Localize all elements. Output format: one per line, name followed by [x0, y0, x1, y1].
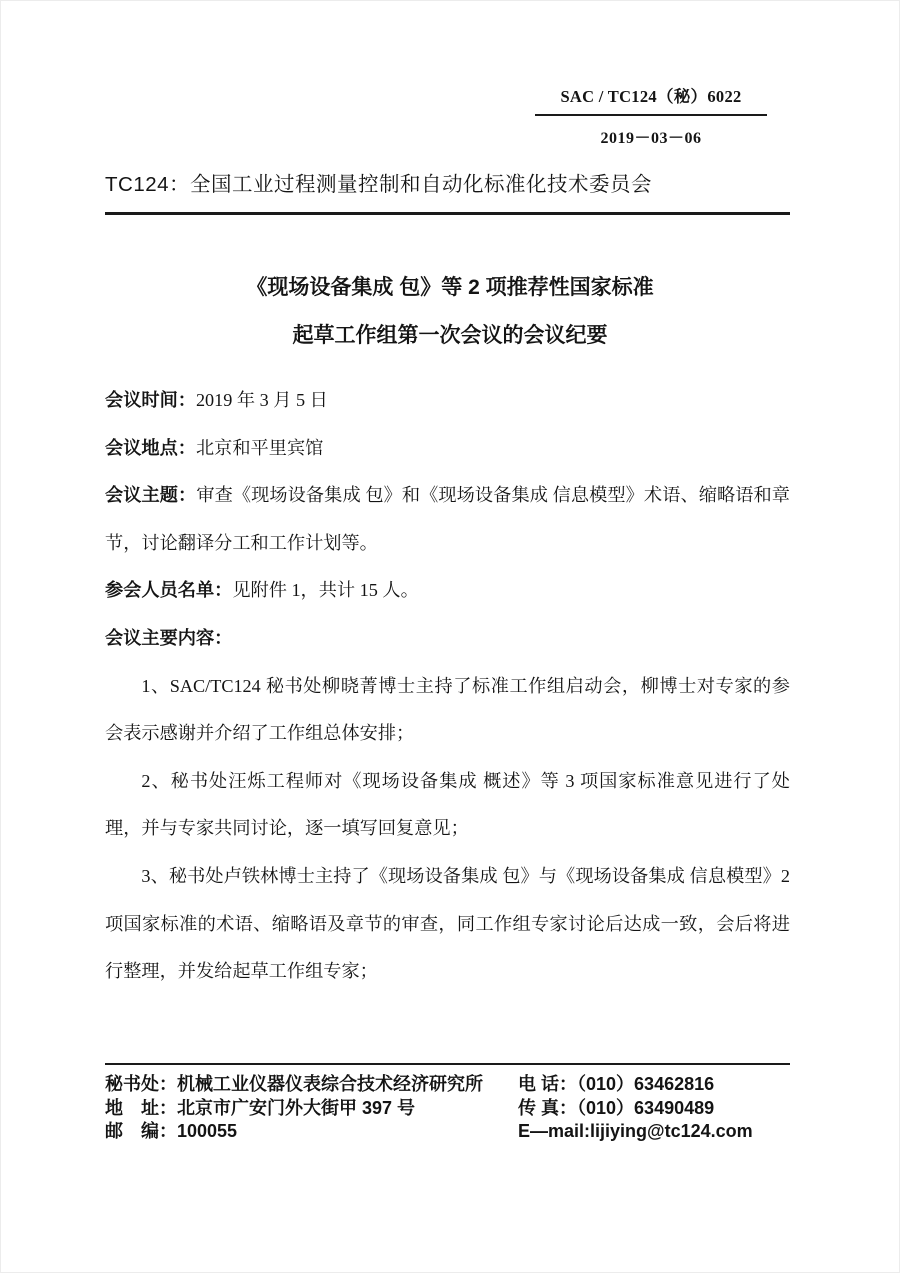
attendee-list-label: 参会人员名单：	[105, 580, 233, 601]
address-label: 地 址：	[105, 1097, 177, 1118]
doc-body	[105, 377, 790, 996]
doc-title-line2: 起草工作组第一次会议的会议纪要	[292, 323, 608, 347]
secretariat-row	[105, 1073, 518, 1097]
header-rule	[105, 212, 790, 215]
email-label: E—mail:	[518, 1121, 591, 1141]
phone-value: （010）63462816	[577, 1074, 715, 1094]
meeting-time-label: 会议时间：	[105, 390, 196, 410]
meeting-topic-row	[105, 472, 790, 567]
meeting-place-value: 北京和平里宾馆	[195, 437, 324, 458]
doc-date: 2019－03－06	[600, 130, 702, 147]
doc-number: SAC / TC124（秘）6022	[535, 83, 767, 116]
email-row	[518, 1120, 790, 1144]
meeting-time-value: 2019 年 3 月 5 日	[195, 390, 328, 410]
content-item-1: 1、SAC/TC124 秘书处柳晓菁博士主持了标准工作组启动会，柳博士对专家的参会表示感谢并介绍了工作组总体安排；	[105, 675, 790, 744]
main-content-heading	[105, 615, 790, 663]
main-content-label: 会议主要内容：	[105, 627, 233, 648]
meeting-time-row	[105, 377, 790, 425]
email-value: lijiying@tc124.com	[590, 1121, 753, 1141]
meeting-place-label: 会议地点：	[105, 437, 196, 458]
secretariat-value: 机械工业仪器仪表综合技术经济研究所	[177, 1074, 483, 1094]
doc-title	[0, 264, 900, 359]
footer-right-column	[518, 1073, 790, 1144]
doc-number-block	[535, 83, 767, 148]
attendee-list-row	[105, 567, 790, 615]
committee-name: TC124：全国工业过程测量控制和自动化标准化技术委员会	[105, 173, 653, 196]
meeting-topic-label: 会议主题：	[105, 485, 197, 506]
doc-footer	[105, 1063, 790, 1144]
postcode-row	[105, 1120, 518, 1144]
address-value: 北京市广安门外大街甲 397 号	[177, 1097, 416, 1118]
content-item-2: 2、秘书处汪烁工程师对《现场设备集成 概述》等 3 项国家标准意见进行了处理，并与专家共同讨论，逐一填写回复意见；	[105, 770, 790, 839]
content-item-3: 3、秘书处卢铁林博士主持了《现场设备集成 包》与《现场设备集成 信息模型》2 项国家标准的术语、缩略语及章节的审查，同工作组专家讨论后达成一致，会后将进行整理，并发给起草工作组专家；	[105, 865, 790, 982]
meeting-place-row	[105, 425, 790, 473]
phone-row	[518, 1073, 790, 1097]
footer-left-column	[105, 1073, 518, 1144]
fax-value: （010）63490489	[577, 1097, 715, 1118]
secretariat-label: 秘书处：	[105, 1074, 177, 1094]
doc-title-line1: 《现场设备集成 包》等 2 项推荐性国家标准	[246, 276, 654, 299]
phone-label: 电 话：	[518, 1074, 578, 1094]
address-row	[105, 1097, 518, 1121]
meeting-topic-value: 审查《现场设备集成 包》和《现场设备集成 信息模型》术语、缩略语和章节，讨论翻译分工和工作计划等。	[105, 485, 790, 553]
postcode-label: 邮 编：	[105, 1121, 177, 1141]
postcode-value: 100055	[177, 1121, 238, 1141]
attendee-list-value: 见附件 1，共计 15 人。	[232, 580, 419, 601]
fax-label: 传 真：	[518, 1097, 578, 1118]
fax-row	[518, 1097, 790, 1121]
